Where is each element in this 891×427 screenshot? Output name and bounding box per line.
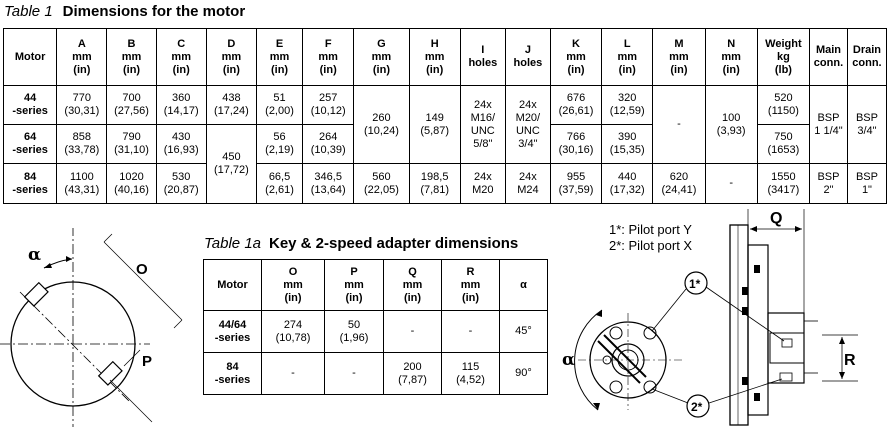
header-cell: Drain conn. — [847, 29, 886, 86]
table-cell: 200 (7,87) — [384, 353, 442, 395]
table1a-header-row — [204, 260, 548, 311]
motor-cell: 64 -series — [4, 125, 57, 164]
table-cell: 90° — [500, 353, 548, 395]
table-cell: 260 (10,24) — [354, 86, 409, 164]
header-cell: Main conn. — [810, 29, 848, 86]
alpha-label: α — [28, 245, 42, 265]
motor-cell: 84 -series — [4, 164, 57, 204]
table-cell: - — [653, 86, 705, 164]
callout-1: 1* — [689, 277, 701, 291]
table-cell: 1020 (40,16) — [107, 164, 156, 204]
table-cell: 790 (31,10) — [107, 125, 156, 164]
header-cell: I holes — [460, 29, 505, 86]
table-row — [204, 311, 548, 353]
table1-title — [4, 3, 245, 20]
header-cell: N mm (in) — [705, 29, 757, 86]
table-row — [4, 164, 887, 204]
header-cell: K mm (in) — [550, 29, 601, 86]
table-cell: 858 (33,78) — [57, 125, 107, 164]
header-cell: P mm (in) — [325, 260, 384, 311]
table-cell: 766 (30,16) — [550, 125, 601, 164]
table-cell: 346,5 (13,64) — [303, 164, 354, 204]
motor-cell: 84 -series — [204, 353, 262, 395]
callout-2: 2* — [691, 400, 703, 414]
table-cell: 24x M16/ UNC 5/8" — [460, 86, 505, 164]
table-cell: 198,5 (7,81) — [409, 164, 460, 204]
table-row — [204, 353, 548, 395]
table-cell: 51 (2,00) — [256, 86, 302, 125]
alpha-label: α — [562, 350, 576, 370]
table-cell: 45° — [500, 311, 548, 353]
table-cell: 115 (4,52) — [442, 353, 500, 395]
table1-dimensions — [3, 28, 887, 204]
table-cell: 450 (17,72) — [206, 125, 256, 204]
table-cell: 24x M20/ UNC 3/4" — [505, 86, 550, 164]
table-cell: BSP 3/4" — [847, 86, 886, 164]
table1-header-row — [4, 29, 887, 86]
header-cell: Q mm (in) — [384, 260, 442, 311]
dim-p-label: P — [142, 353, 153, 370]
header-cell: α — [500, 260, 548, 311]
table-cell: 24x M24 — [505, 164, 550, 204]
motor-cell: 44/64 -series — [204, 311, 262, 353]
table-cell: 257 (10,12) — [303, 86, 354, 125]
table-cell: 264 (10,39) — [303, 125, 354, 164]
header-cell: H mm (in) — [409, 29, 460, 86]
table-cell: 100 (3,93) — [705, 86, 757, 164]
table-row — [4, 86, 887, 125]
table-cell: 50 (1,96) — [325, 311, 384, 353]
table1a-number: Table 1a — [204, 235, 261, 252]
pilot-port-x-note: 2*: Pilot port X — [609, 238, 693, 253]
table-cell: BSP 2" — [810, 164, 848, 204]
header-cell: Motor — [204, 260, 262, 311]
table-cell: 620 (24,41) — [653, 164, 705, 204]
table-cell: 676 (26,61) — [550, 86, 601, 125]
table-cell: BSP 1 1/4" — [810, 86, 848, 164]
key-dimension-diagram — [0, 228, 190, 427]
pilot-port-y-note: 1*: Pilot port Y — [609, 222, 692, 237]
table-cell: 1550 (3417) — [757, 164, 809, 204]
table-cell: 700 (27,56) — [107, 86, 156, 125]
header-cell: J holes — [505, 29, 550, 86]
table-cell: 430 (16,93) — [156, 125, 206, 164]
table-cell: - — [262, 353, 325, 395]
table-cell: - — [705, 164, 757, 204]
header-cell: O mm (in) — [262, 260, 325, 311]
table-cell: 530 (20,87) — [156, 164, 206, 204]
table-cell: 520 (1150) — [757, 86, 809, 125]
header-cell: B mm (in) — [107, 29, 156, 86]
header-cell: G mm (in) — [354, 29, 409, 86]
header-cell: Motor — [4, 29, 57, 86]
table-cell: 66,5 (2,61) — [256, 164, 302, 204]
header-cell: M mm (in) — [653, 29, 705, 86]
table-cell: 360 (14,17) — [156, 86, 206, 125]
table1a-title-text: Key & 2-speed adapter dimensions — [269, 235, 519, 252]
table-cell: 274 (10,78) — [262, 311, 325, 353]
motor-cell: 44 -series — [4, 86, 57, 125]
table-cell: BSP 1" — [847, 164, 886, 204]
table-cell: 149 (5,87) — [409, 86, 460, 164]
table-cell: 560 (22,05) — [354, 164, 409, 204]
table-cell: 1100 (43,31) — [57, 164, 107, 204]
table-cell: 24x M20 — [460, 164, 505, 204]
table-cell: 770 (30,31) — [57, 86, 107, 125]
table1a-title — [204, 235, 518, 252]
dim-r-label: R — [844, 352, 856, 369]
table-cell: - — [325, 353, 384, 395]
table-cell: 320 (12,59) — [602, 86, 653, 125]
table-cell: 955 (37,59) — [550, 164, 601, 204]
table-cell: - — [442, 311, 500, 353]
header-cell: Weight kg (lb) — [757, 29, 809, 86]
table-cell: 750 (1653) — [757, 125, 809, 164]
table-cell: 438 (17,24) — [206, 86, 256, 125]
header-cell: L mm (in) — [602, 29, 653, 86]
header-cell: R mm (in) — [442, 260, 500, 311]
header-cell: D mm (in) — [206, 29, 256, 86]
table-cell: - — [384, 311, 442, 353]
header-cell: C mm (in) — [156, 29, 206, 86]
header-cell: E mm (in) — [256, 29, 302, 86]
two-speed-adapter-diagram — [558, 205, 891, 427]
dim-o-label: O — [136, 261, 148, 278]
table-cell: 390 (15,35) — [602, 125, 653, 164]
table1-number: Table 1 — [4, 3, 53, 20]
header-cell: F mm (in) — [303, 29, 354, 86]
table1a-adapter-dimensions — [203, 259, 548, 395]
table1-title-text: Dimensions for the motor — [62, 3, 246, 20]
dim-q-label: Q — [770, 210, 783, 227]
table-cell: 56 (2,19) — [256, 125, 302, 164]
header-cell: A mm (in) — [57, 29, 107, 86]
table-cell: 440 (17,32) — [602, 164, 653, 204]
